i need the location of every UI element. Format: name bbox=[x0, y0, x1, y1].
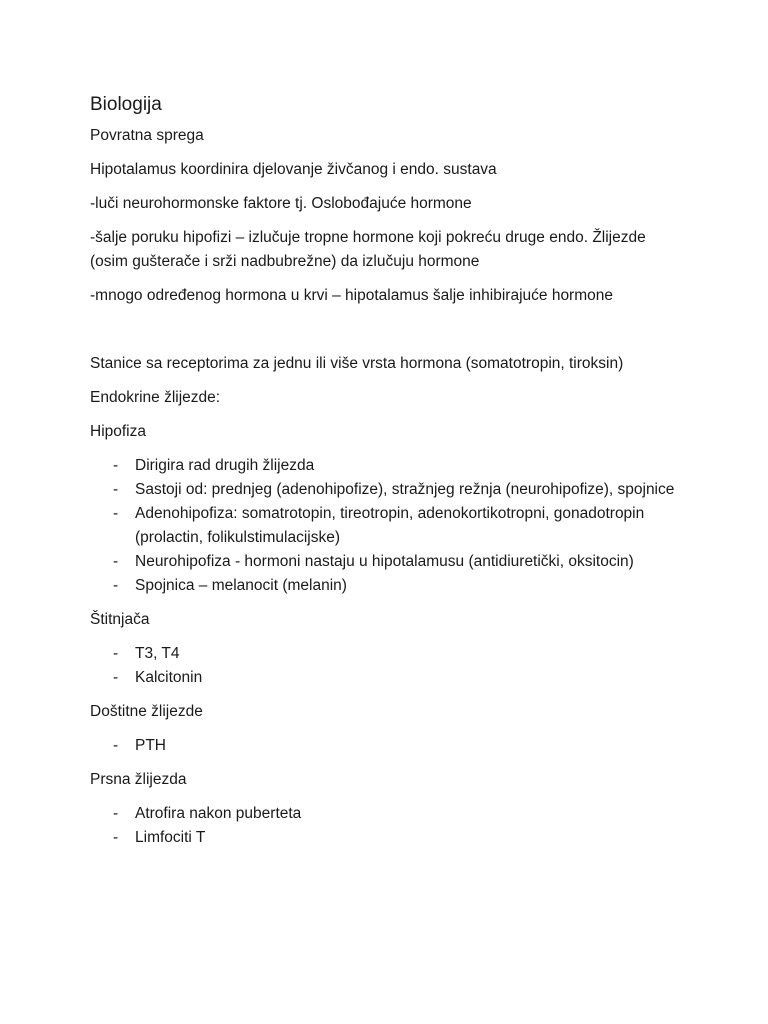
list-item-text: Adenohipofiza: somatrotopin, tireotropin, adenokortikotropni, gonadotropin (prolactin, folikulstimulacijske) bbox=[135, 505, 645, 546]
list-item-text: Spojnica – melanocit (melanin) bbox=[135, 577, 347, 594]
list-item bbox=[90, 642, 680, 666]
bullet-dash: - bbox=[113, 577, 119, 594]
paragraph: Endokrine žlijezde: bbox=[90, 389, 221, 406]
list-item-text: Kalcitonin bbox=[135, 669, 203, 686]
paragraph: Hipofiza bbox=[90, 423, 146, 440]
list-item-text: T3, T4 bbox=[135, 645, 180, 662]
bullet-dash: - bbox=[113, 457, 119, 474]
paragraph: Doštitne žlijezde bbox=[90, 703, 203, 720]
list-item bbox=[90, 478, 680, 502]
list-item bbox=[90, 502, 680, 550]
paragraph: Stanice sa receptorima za jednu ili više vrsta hormona (somatotropin, tiroksin) bbox=[90, 355, 624, 372]
bullet-list bbox=[90, 642, 680, 690]
paragraph: -mnogo određenog hormona u krvi – hipotalamus šalje inhibirajuće hormone bbox=[90, 287, 613, 304]
bullet-dash: - bbox=[113, 481, 119, 498]
blank-line bbox=[90, 318, 680, 342]
bullet-dash: - bbox=[113, 829, 119, 846]
paragraph: Povratna sprega bbox=[90, 127, 204, 144]
paragraph: -luči neurohormonske faktore tj. Oslobođajuće hormone bbox=[90, 195, 472, 212]
bullet-dash: - bbox=[113, 553, 119, 570]
paragraph: Štitnjača bbox=[90, 611, 150, 628]
bullet-list bbox=[90, 734, 680, 758]
list-item-text: Dirigira rad drugih žlijezda bbox=[135, 457, 315, 474]
list-item-text: PTH bbox=[135, 737, 166, 754]
paragraph: -šalje poruku hipofizi – izlučuje tropne hormone koji pokreću druge endo. Žlijezde (osim gušterače i srži nadbubrežne) da izlučuju hormone bbox=[90, 229, 646, 270]
bullet-dash: - bbox=[113, 505, 119, 522]
bullet-list bbox=[90, 802, 680, 850]
document-title: Biologija bbox=[90, 94, 162, 115]
bullet-dash: - bbox=[113, 737, 119, 754]
paragraph: Prsna žlijezda bbox=[90, 771, 187, 788]
document-page bbox=[90, 92, 680, 860]
list-item bbox=[90, 802, 680, 826]
list-item-text: Atrofira nakon puberteta bbox=[135, 805, 302, 822]
bullet-dash: - bbox=[113, 669, 119, 686]
paragraph: Hipotalamus koordinira djelovanje živčanog i endo. sustava bbox=[90, 161, 497, 178]
list-item-text: Sastoji od: prednjeg (adenohipofize), stražnjeg režnja (neurohipofize), spojnice bbox=[135, 481, 675, 498]
document-body bbox=[90, 124, 680, 850]
list-item bbox=[90, 574, 680, 598]
list-item bbox=[90, 550, 680, 574]
list-item bbox=[90, 666, 680, 690]
bullet-dash: - bbox=[113, 805, 119, 822]
list-item-text: Limfociti T bbox=[135, 829, 206, 846]
list-item bbox=[90, 454, 680, 478]
list-item bbox=[90, 734, 680, 758]
bullet-dash: - bbox=[113, 645, 119, 662]
list-item bbox=[90, 826, 680, 850]
list-item-text: Neurohipofiza - hormoni nastaju u hipotalamusu (antidiuretički, oksitocin) bbox=[135, 553, 634, 570]
bullet-list bbox=[90, 454, 680, 598]
